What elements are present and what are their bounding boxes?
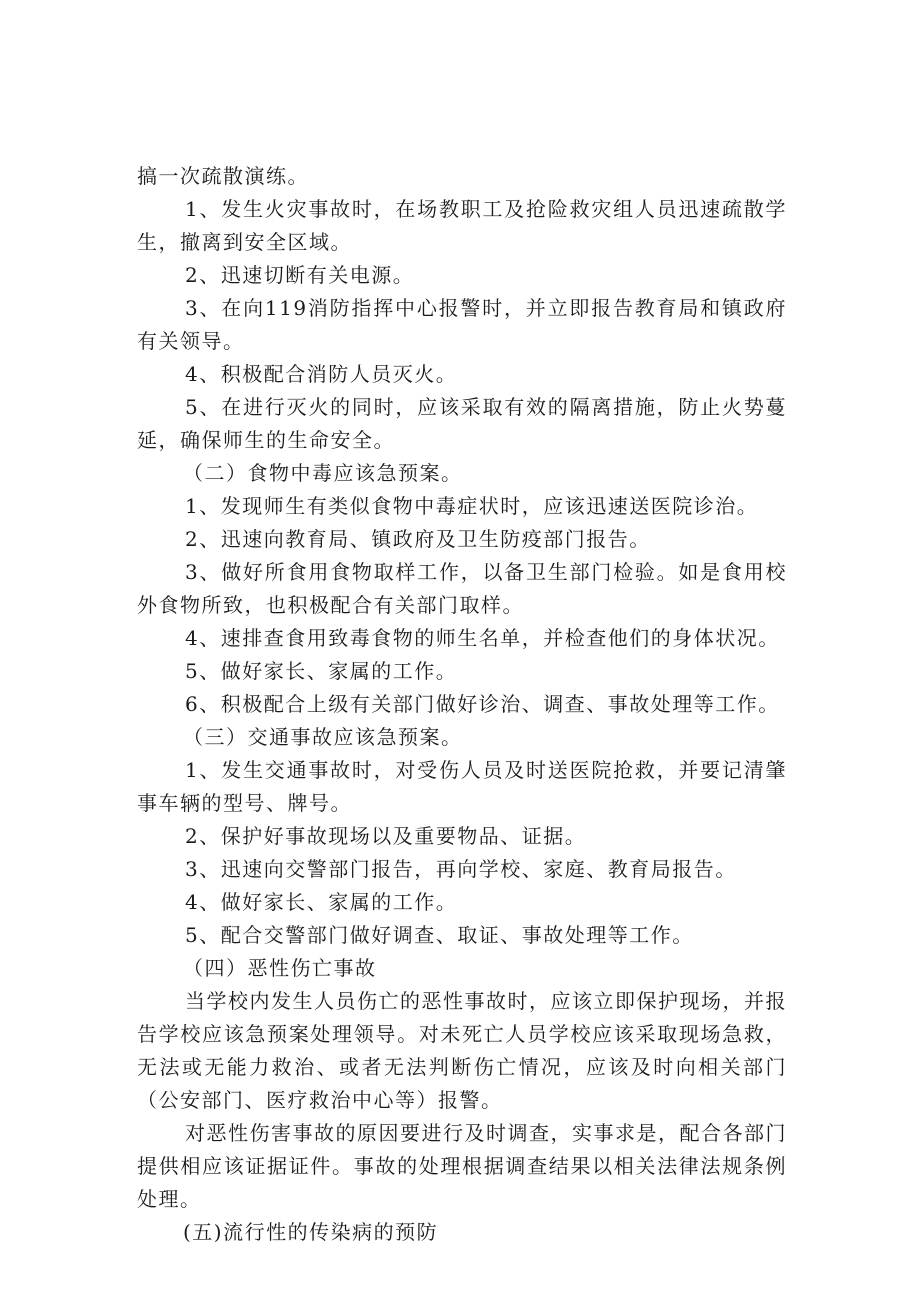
section-heading-traffic-accident: （三）交通事故应该急预案。 (183, 725, 463, 749)
paragraph-food-step-2: 2、迅速向教育局、镇政府及卫生防疫部门报告。 (185, 527, 651, 551)
paragraph-food-step-4: 4、速排查食用致毒食物的师生名单，并检查他们的身体状况。 (185, 626, 780, 650)
paragraph-food-step-5: 5、做好家长、家属的工作。 (185, 659, 458, 683)
paragraph-fire-step-4: 4、积极配合消防人员灭火。 (185, 362, 458, 386)
paragraph-fire-step-1: 1、发生火灾事故时，在场教职工及抢险救灾组人员迅速疏散学生，撤离到安全区域。 (137, 197, 787, 254)
paragraph-fire-step-2: 2、迅速切断有关电源。 (185, 263, 415, 287)
paragraph-traffic-step-5: 5、配合交警部门做好调查、取证、事故处理等工作。 (185, 923, 694, 947)
paragraph-food-step-1: 1、发现师生有类似食物中毒症状时，应该迅速送医院诊治。 (185, 494, 759, 518)
paragraph-evacuation-drill: 搞一次疏散演练。 (137, 164, 309, 188)
section-heading-malignant-casualty: （四）恶性伤亡事故 (183, 956, 377, 980)
section-heading-epidemic-prevention: (五)流行性的传染病的预防 (183, 1220, 439, 1244)
paragraph-casualty-investigation: 对恶性伤害事故的原因要进行及时调查，实事求是，配合各部门提供相应该证据证件。事故的处理根据调查结果以相关法律法规条例处理。 (137, 1121, 787, 1211)
paragraph-traffic-step-1: 1、发生交通事故时，对受伤人员及时送医院抢救，并要记清肇事车辆的型号、牌号。 (137, 758, 787, 815)
paragraph-food-step-6: 6、积极配合上级有关部门做好诊治、调查、事故处理等工作。 (185, 692, 780, 716)
paragraph-food-step-3: 3、做好所食用食物取样工作，以备卫生部门检验。如是食用校外食物所致，也积极配合有关部门取样。 (137, 560, 787, 617)
paragraph-casualty-response: 当学校内发生人员伤亡的恶性事故时，应该立即保护现场，并报告学校应该急预案处理领导。对未死亡人员学校应该采取现场急救，无法或无能力救治、或者无法判断伤亡情况，应该及时向相关部门（公安部门、医疗救治中心等）报警。 (137, 989, 787, 1112)
section-heading-food-poisoning: （二）食物中毒应该急预案。 (183, 461, 463, 485)
paragraph-fire-step-5: 5、在进行灭火的同时，应该采取有效的隔离措施，防止火势蔓延，确保师生的生命安全。 (137, 395, 787, 452)
paragraph-traffic-step-2: 2、保护好事故现场以及重要物品、证据。 (185, 824, 587, 848)
document-body (137, 160, 787, 1249)
paragraph-traffic-step-4: 4、做好家长、家属的工作。 (185, 890, 458, 914)
paragraph-fire-step-3: 3、在向119消防指挥中心报警时，并立即报告教育局和镇政府有关领导。 (137, 296, 787, 353)
paragraph-traffic-step-3: 3、迅速向交警部门报告，再向学校、家庭、教育局报告。 (185, 857, 737, 881)
